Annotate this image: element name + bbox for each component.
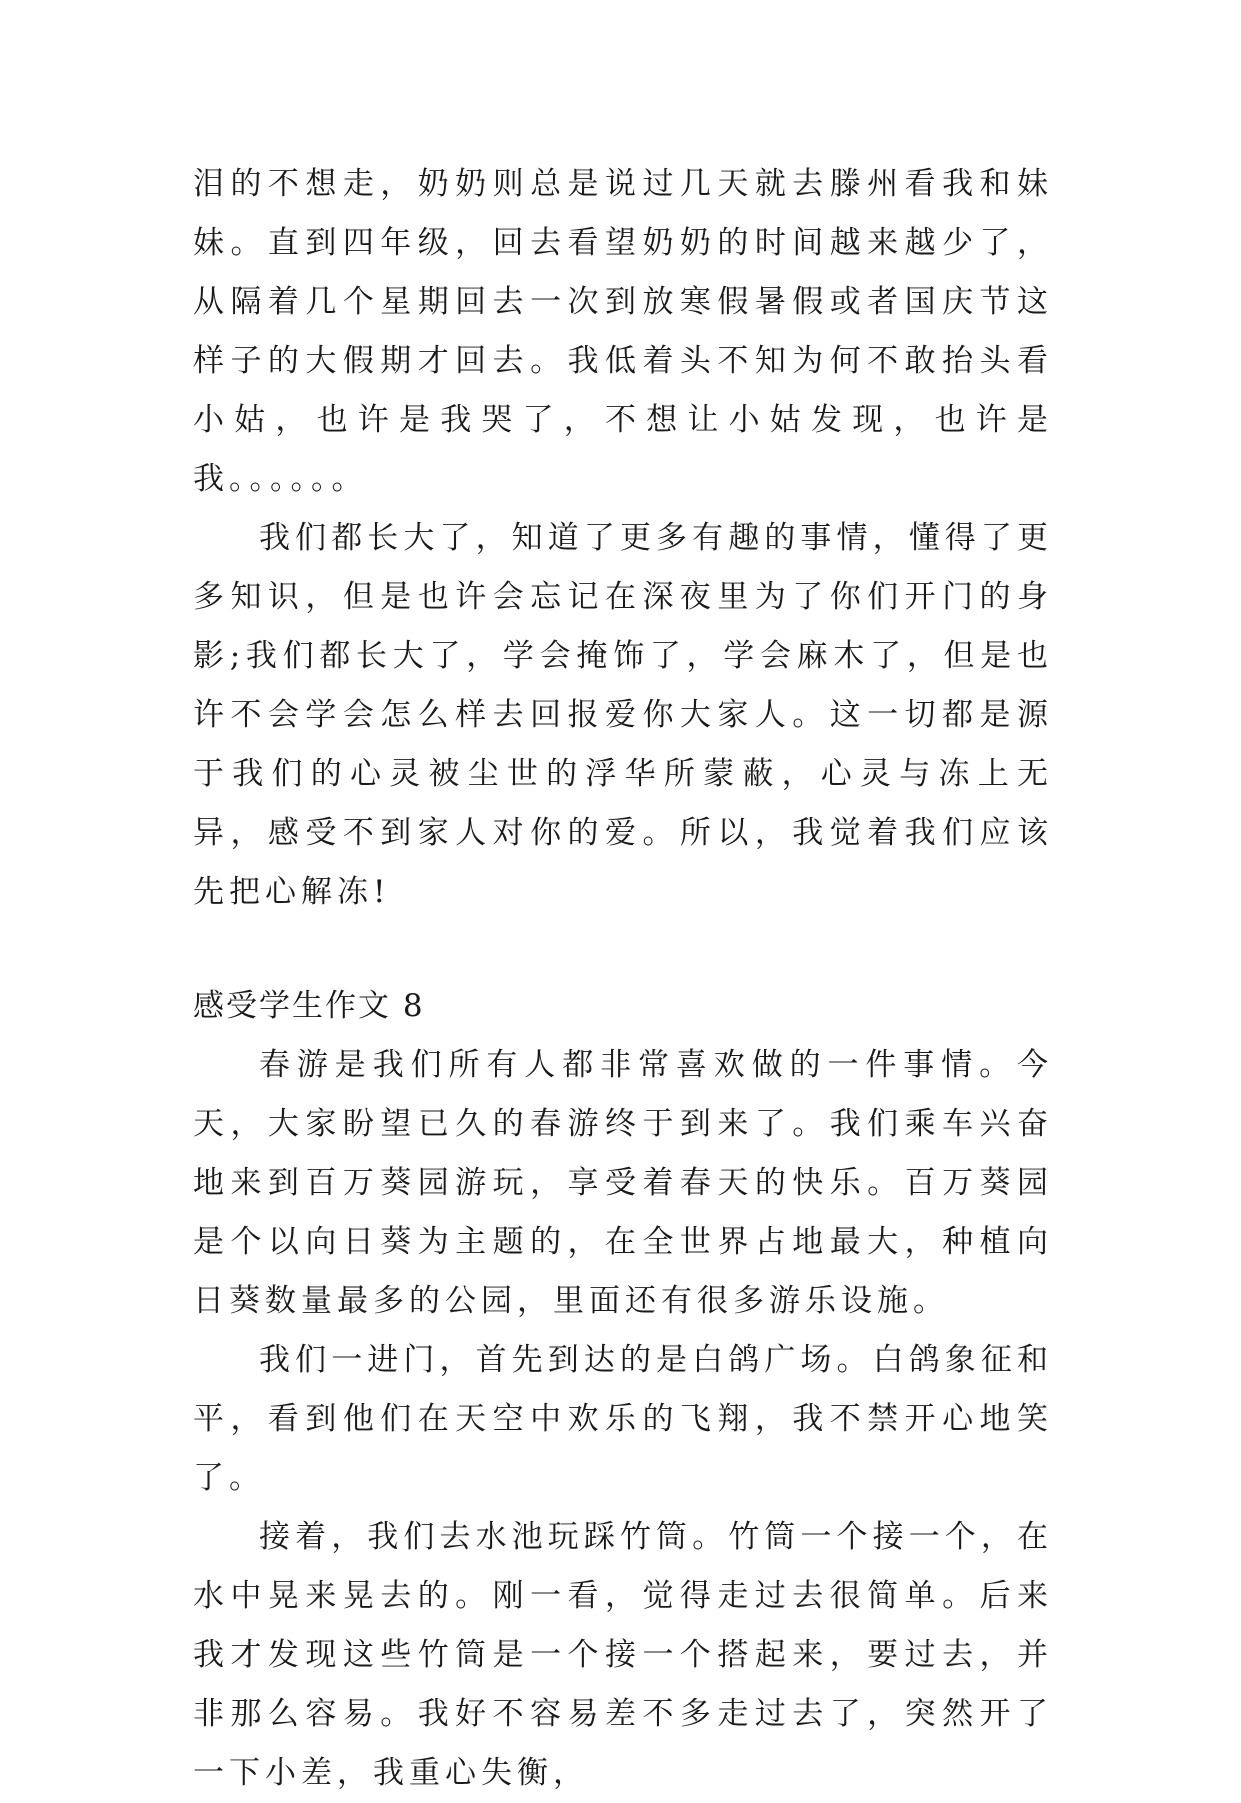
document-body [193,155,1053,1803]
paragraph-bamboo-tubes: 接着，我们去水池玩踩竹筒。竹筒一个接一个，在水中晃来晃去的。刚一看，觉得走过去很简单。后来我才发现这些竹筒是一个接一个搭起来，要过去，并非那么容易。我好不容易差不多走过去了，突然开了一下小差，我重心失衡， [193,1519,1053,1791]
paragraph-pigeon-square: 我们一进门，首先到达的是白鸽广场。白鸽象征和平，看到他们在天空中欢乐的飞翔，我不禁开心地笑了。 [193,1342,1053,1496]
paragraph-growing-up: 我们都长大了，知道了更多有趣的事情，懂得了更多知识，但是也许会忘记在深夜里为了你们开门的身影;我们都长大了，学会掩饰了，学会麻木了，但是也许不会学会怎么样去回报爱你大家人。这一切都是源于我们的心灵被尘世的浮华所蒙蔽，心灵与冻上无异，感受不到家人对你的爱。所以，我觉着我们应该先把心解冻! [193,520,1053,910]
paragraph-spring-outing: 春游是我们所有人都非常喜欢做的一件事情。今天，大家盼望已久的春游终于到来了。我们乘车兴奋地来到百万葵园游玩，享受着春天的快乐。百万葵园是个以向日葵为主题的，在全世界占地最大，种植向日葵数量最多的公园，里面还有很多游乐设施。 [193,1047,1053,1319]
section-heading: 感受学生作文 8 [193,988,425,1024]
paragraph-continued: 泪的不想走，奶奶则总是说过几天就去滕州看我和妹妹。直到四年级，回去看望奶奶的时间越来越少了，从隔着几个星期回去一次到放寒假暑假或者国庆节这样子的大假期才回去。我低着头不知为何不敢抬头看小姑，也许是我哭了，不想让小姑发现，也许是我。。。。。。 [193,166,1053,497]
